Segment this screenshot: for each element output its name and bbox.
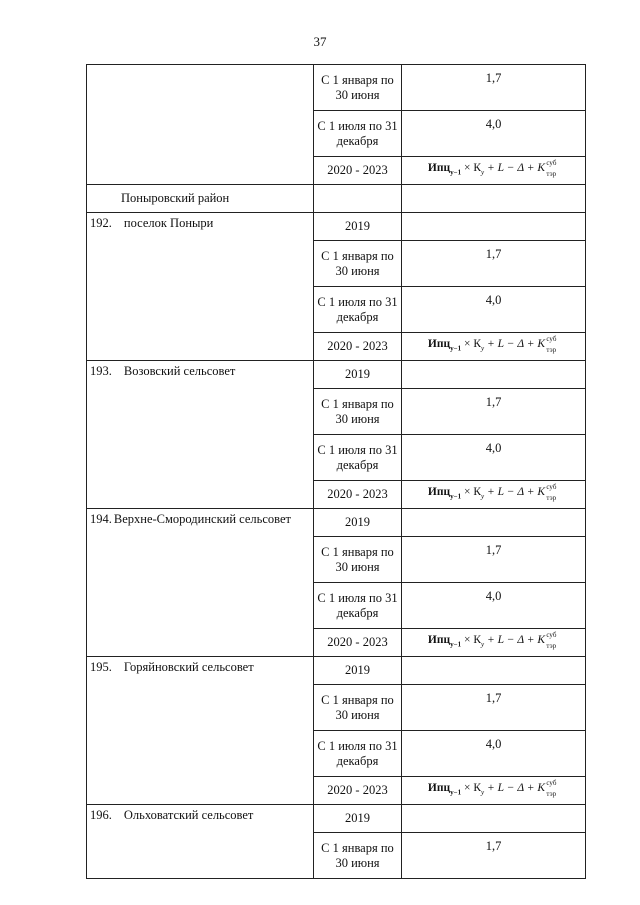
year-cell: 2019	[314, 361, 402, 389]
formula: $Ипц_{y-1} \times К_y + L - \Delta + K$ суб тэр	[427, 334, 557, 354]
year-cell: 2019	[314, 657, 402, 685]
value-cell: 1,7	[402, 537, 586, 583]
formula: $Ипц_{y-1} \times К_y + L - \Delta + K$ суб тэр	[427, 158, 557, 178]
period-cell: 2020 - 2023	[314, 481, 402, 509]
settlement-name: поселок Поныри	[123, 216, 214, 230]
formula-cell	[402, 629, 586, 657]
empty-cell	[402, 185, 586, 213]
value-cell: 4,0	[402, 435, 586, 481]
row-number: 194.	[90, 512, 112, 526]
period-cell: С 1 июля по 31 декабря	[314, 287, 402, 333]
period-cell: С 1 января по 30 июня	[314, 685, 402, 731]
row-number: 196.	[90, 808, 112, 822]
settlement-cell	[87, 361, 314, 509]
period-cell: 2020 - 2023	[314, 333, 402, 361]
period-cell: С 1 января по 30 июня	[314, 65, 402, 111]
table-row	[87, 805, 586, 833]
district-row	[87, 185, 586, 213]
period-cell: С 1 января по 30 июня	[314, 537, 402, 583]
table-row	[87, 213, 586, 241]
formula-cell	[402, 481, 586, 509]
period-cell: С 1 июля по 31 декабря	[314, 111, 402, 157]
period-cell: С 1 января по 30 июня	[314, 389, 402, 435]
formula-cell	[402, 157, 586, 185]
value-cell: 4,0	[402, 731, 586, 777]
value-cell: 4,0	[402, 583, 586, 629]
settlement-name: Верхне-Смородинский сельсовет	[113, 512, 291, 526]
settlement-name: Ольховатский сельсовет	[123, 808, 254, 822]
period-cell: С 1 января по 30 июня	[314, 241, 402, 287]
formula-cell	[402, 777, 586, 805]
period-cell: С 1 июля по 31 декабря	[314, 731, 402, 777]
period-cell: 2020 - 2023	[314, 777, 402, 805]
empty-cell	[402, 509, 586, 537]
empty-cell	[402, 361, 586, 389]
value-cell: 1,7	[402, 241, 586, 287]
settlement-cell	[87, 509, 314, 657]
value-cell: 1,7	[402, 685, 586, 731]
value-cell: 1,7	[402, 389, 586, 435]
name-cell	[87, 65, 314, 185]
settlement-name: Горяйновский сельсовет	[123, 660, 254, 674]
empty-cell	[314, 185, 402, 213]
settlement-cell	[87, 213, 314, 361]
empty-cell	[402, 657, 586, 685]
empty-cell	[402, 805, 586, 833]
page-number: 37	[313, 34, 327, 49]
district-name: Поныровский район	[87, 185, 314, 213]
row-number: 195.	[90, 660, 112, 674]
table-row	[87, 657, 586, 685]
value-cell: 1,7	[402, 833, 586, 879]
value-cell: 4,0	[402, 287, 586, 333]
tariff-table	[86, 64, 586, 879]
year-cell: 2019	[314, 213, 402, 241]
settlement-cell	[87, 805, 314, 879]
value-cell: 4,0	[402, 111, 586, 157]
formula: $Ипц_{y-1} \times К_y + L - \Delta + K$ суб тэр	[427, 778, 557, 798]
formula: $Ипц_{y-1} \times К_y + L - \Delta + K$ суб тэр	[427, 482, 557, 502]
empty-cell	[402, 213, 586, 241]
value-cell: 1,7	[402, 65, 586, 111]
year-cell: 2019	[314, 509, 402, 537]
table-row	[87, 361, 586, 389]
period-cell: 2020 - 2023	[314, 629, 402, 657]
formula: $Ипц_{y-1} \times К_y + L - \Delta + K$ суб тэр	[427, 630, 557, 650]
table-row	[87, 509, 586, 537]
period-cell: 2020 - 2023	[314, 157, 402, 185]
period-cell: С 1 июля по 31 декабря	[314, 435, 402, 481]
settlement-cell	[87, 657, 314, 805]
period-cell: С 1 июля по 31 декабря	[314, 583, 402, 629]
row-number: 192.	[90, 216, 112, 230]
settlement-name: Возовский сельсовет	[123, 364, 236, 378]
period-cell: С 1 января по 30 июня	[314, 833, 402, 879]
table-row	[87, 65, 586, 111]
year-cell: 2019	[314, 805, 402, 833]
row-number: 193.	[90, 364, 112, 378]
entries	[87, 213, 586, 879]
formula-cell	[402, 333, 586, 361]
